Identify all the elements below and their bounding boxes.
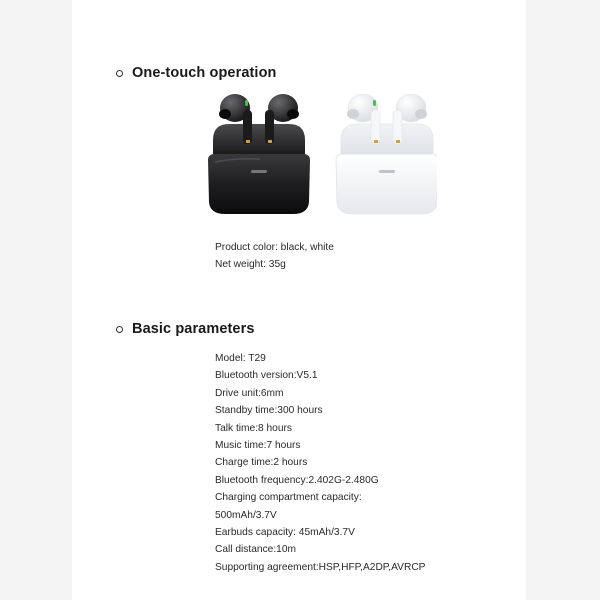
white-earbuds-case bbox=[336, 94, 437, 214]
spec-line: Bluetooth frequency:2.402G-2.480G bbox=[215, 474, 379, 486]
section-title: One-touch operation bbox=[132, 65, 277, 81]
spec-line: Earbuds capacity: 45mAh/3.7V bbox=[215, 527, 355, 539]
spec-line: Bluetooth version:V5.1 bbox=[215, 370, 318, 382]
spec-line: Drive unit:6mm bbox=[215, 387, 284, 399]
spec-line: 500mAh/3.7V bbox=[215, 509, 277, 521]
spec-line: Supporting agreement:HSP,HFP,A2DP,AVRCP bbox=[215, 561, 426, 573]
section-title: Basic parameters bbox=[132, 321, 255, 337]
circle-bullet-icon bbox=[116, 70, 123, 77]
spec-line: Call distance:10m bbox=[215, 544, 296, 556]
black-earbuds-case bbox=[208, 94, 310, 214]
spec-line: Charge time:2 hours bbox=[215, 457, 308, 469]
spec-line: Model: T29 bbox=[215, 353, 266, 364]
earbuds-product-image bbox=[205, 88, 437, 220]
product-details bbox=[215, 239, 334, 274]
spec-line: Standby time:300 hours bbox=[215, 405, 323, 417]
section-header-operation bbox=[116, 65, 276, 81]
circle-bullet-icon bbox=[116, 326, 123, 333]
section-header-parameters bbox=[116, 321, 255, 337]
spec-line: Product color: black, white bbox=[215, 242, 334, 253]
spec-line: Net weight: 35g bbox=[215, 259, 286, 271]
spec-line: Music time:7 hours bbox=[215, 440, 301, 452]
parameters-list bbox=[215, 350, 425, 576]
spec-line: Charging compartment capacity: bbox=[215, 492, 362, 504]
spec-line: Talk time:8 hours bbox=[215, 422, 293, 434]
